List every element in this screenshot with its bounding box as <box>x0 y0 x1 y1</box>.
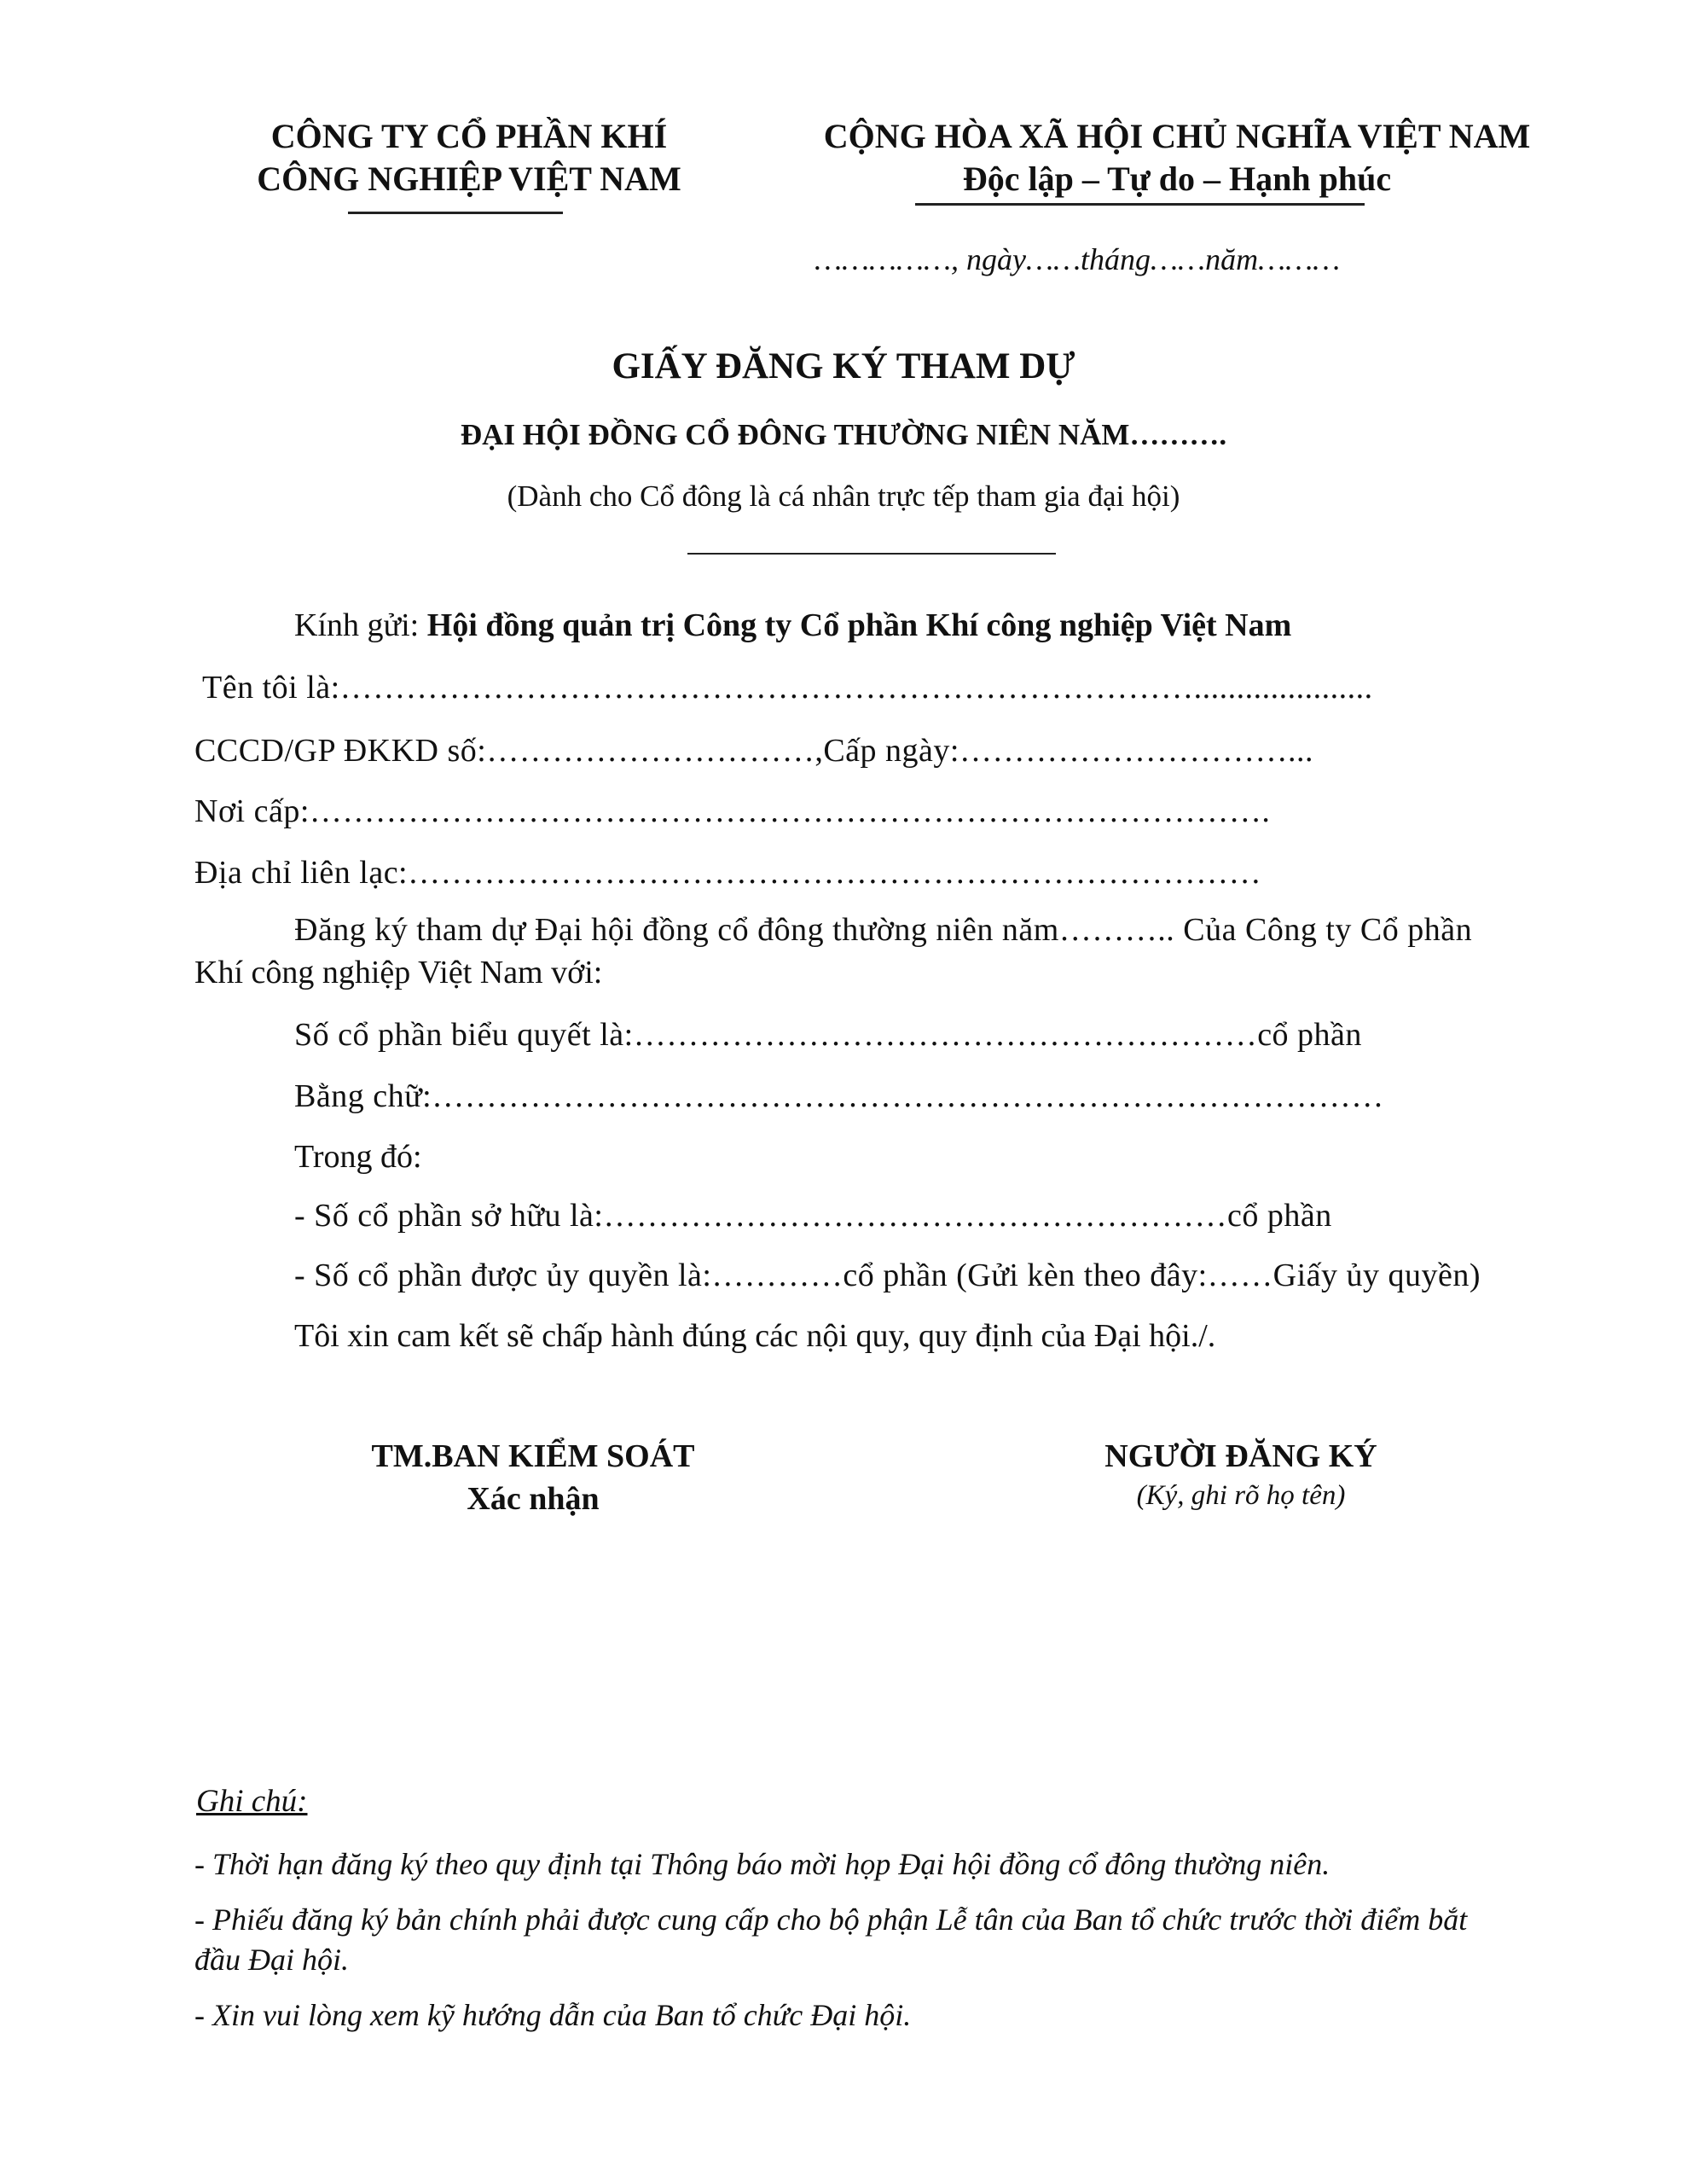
commitment-line: Tôi xin cam kết sẽ chấp hành đúng các nội quy, quy định của Đại hội./. <box>294 1318 1216 1354</box>
owned-shares-field: - Số cổ phần sở hữu là:…………………………………………………cổ phần <box>294 1198 1332 1234</box>
supervisory-board-confirm: Xác nhận <box>467 1481 600 1517</box>
company-header <box>213 115 725 200</box>
title-divider <box>687 553 1056 555</box>
note-item: - Xin vui lòng xem kỹ hướng dẫn của Ban tổ chức Đại hội. <box>194 1998 912 2032</box>
note-item: - Thời hạn đăng ký theo quy định tại Thông báo mời họp Đại hội đồng cổ đông thường niên. <box>194 1847 1330 1881</box>
supervisory-board-title: TM.BAN KIỂM SOÁT <box>371 1438 695 1474</box>
id-field: CCCD/GP ĐKKD số:…………………………,Cấp ngày:…………………………... <box>194 733 1313 769</box>
registrant-signature <box>964 1435 1518 1513</box>
voting-shares-field: Số cổ phần biểu quyết là:…………………………………………………cổ phần <box>294 1017 1362 1053</box>
company-name-line1: CÔNG TY CỔ PHẦN KHÍ <box>270 117 668 155</box>
note-item-continued: đầu Đại hội. <box>194 1943 350 1977</box>
supervisory-board-signature <box>256 1435 810 1520</box>
republic-name: CỘNG HÒA XÃ HỘI CHỦ NGHĨA VIỆT NAM <box>823 117 1531 155</box>
register-line-2: Khí công nghiệp Việt Nam với: <box>194 955 603 990</box>
registrant-instruction: (Ký, ghi rõ họ tên) <box>1136 1480 1346 1511</box>
date-line: ……………, ngày……tháng……năm……… <box>815 242 1341 276</box>
document-title: GIẤY ĐĂNG KÝ THAM DỰ <box>612 346 1075 386</box>
address-field: Địa chỉ liên lạc:…………………………………………………………………… <box>194 855 1262 891</box>
national-motto: Độc lập – Tự do – Hạnh phúc <box>962 160 1392 198</box>
addressee-prefix: Kính gửi: <box>294 607 427 643</box>
national-header <box>751 115 1603 200</box>
shares-in-words-field: Bằng chữ:…………………………………………………………………………… <box>294 1078 1384 1114</box>
company-name-line2: CÔNG NGHIỆP VIỆT NAM <box>257 160 681 198</box>
place-field: Nơi cấp:……………………………………………………………………………. <box>194 793 1271 829</box>
registrant-title: NGƯỜI ĐĂNG KÝ <box>1104 1438 1377 1474</box>
national-motto-divider <box>915 203 1365 206</box>
company-header-divider <box>348 212 563 214</box>
name-field: Tên tôi là:……………………………………………………………………..................... <box>202 670 1373 706</box>
document-subtitle: ĐẠI HỘI ĐỒNG CỔ ĐÔNG THƯỜNG NIÊN NĂM………. <box>460 418 1227 451</box>
among-label: Trong đó: <box>294 1139 422 1175</box>
note-item: - Phiếu đăng ký bản chính phải được cung cấp cho bộ phận Lễ tân của Ban tổ chức trước thời điểm bắt <box>194 1902 1468 1937</box>
document-note: (Dành cho Cổ đông là cá nhân trực tếp tham gia đại hội) <box>507 479 1180 513</box>
addressee-line <box>294 606 1291 645</box>
register-line-1: Đăng ký tham dự Đại hội đồng cổ đông thường niên năm……….. Của Công ty Cổ phần <box>294 912 1473 948</box>
authorized-shares-field: - Số cổ phần được ủy quyền là:…………cổ phần (Gửi kèn theo đây:……Giấy ủy quyền) <box>294 1258 1481 1293</box>
addressee-name: Hội đồng quản trị Công ty Cổ phần Khí công nghiệp Việt Nam <box>426 607 1292 643</box>
notes-heading: Ghi chú: <box>196 1784 308 1819</box>
